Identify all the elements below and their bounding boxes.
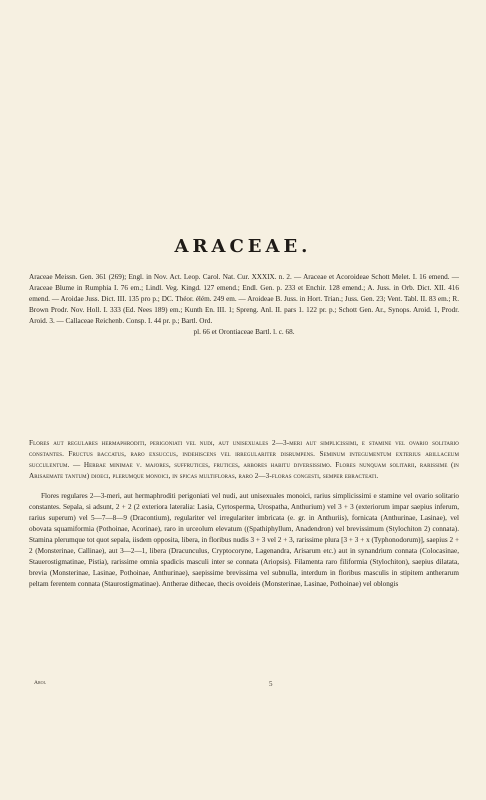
- references-last-line: pl. 66 et Orontiaceae Bartl. l. c. 68.: [193, 328, 295, 336]
- page-number: 5: [269, 680, 273, 688]
- references-text: Araceae Meissn. Gen. 361 (269); Engl. in Nov. Act. Leop. Carol. Nat. Cur. XXXIX. n. 2. — Araceae et Acoroideae Schott Melet. I. 16 emend. — Araceae Blume in Rumphia I. 76 em.; Lindl. Veg. Kingd. 127 emend.; Endl. Gen. p. 233 et Enchir. 128 emend.; A. Juss. in Orb. Dict. XII. 416 emend. — Aroidae Juss. Dict. III. 135 pro p.; DC. Théor. élém. 249 em. — Aroideae B. Juss. in Hort. Trian.; Juss. Gen. 23; Vent. Tabl. II. 83 em.; R. Brown Prodr. Nov. Holl. I. 333 (Ed. Nees 189) em.; Kunth En. III. 1; Spreng. Anl. II. pars 1. 122 pr. p.; Schott Gen. Ar., Synops. Aroid. 1, Prodr. Aroid. 3. — Callaceae Reichenb. Consp. I. 44 pr. p.; Bartl. Ord.: [29, 273, 459, 325]
- page-title: ARACEAE.: [174, 236, 312, 257]
- references-paragraph: [29, 272, 459, 338]
- footer-signature: Aroi.: [34, 680, 47, 686]
- diagnosis-text: Flores aut regulares hermaphroditi, perigoniati vel nudi, aut unisexuales 2—3-meri aut simplicissimi, e stamine vel ovario solitario constantes. Fructus baccatus, raro exsuccus, indehiscens vel irregulariter disrumpens. Seminum integumentum exterius abillaceum succulentum. — Herbae minimae v. majores, suffrutices, frutices, arbores habitu diversissimo. Flores nunquam solitarii, rarissime (in Arisaemate tantum) dioeci, plerumque monoici, in spicas multifloras, raro 2—3-floras congesti, semper ebracteati.: [29, 439, 459, 480]
- description-paragraph: [29, 491, 459, 590]
- description-text: Flores regulares 2—3-meri, aut hermaphroditi perigoniati vel nudi, aut unisexuales monoici, rarius simplicissimi e stamine vel ovario solitario constantes. Sepala, si adsunt, 2 + 2 (2 exteriora lateralia: Lasia, Cyrtosperma, Urospatha, Anthurium) vel 3 + 3 (exteriorum impar saepius inferum, rarius superum) vel 5—7—8—9 (Dracontium), regulariter vel irregulariter imbricata (e. gr. in Anthuriis), fornicata (Anthurinae, Lasinae), vel obovata squamiformia (Pothoinae, Acorinae), raro in urceolum elevatum ((Spathiphyllum, Anadendron) vel brevissimum (Stylochiton 2) connata). Stamina plerumque tot quot sepala, iisdem opposita, libera, in floribus nudis 3 + 3 vel 2 + 3, rarissime plura [3 + 3 + x (Typhonodorum)], saepius 2 + 2 (Monsterinae, Callinae), aut 3—2—1, libera (Dracunculus, Cryptocoryne, Lagenandra, Arisarum etc.) aut in synandrium connata (Colocasinae, Stauerostigmatinae, Pistia), rarissime omnia spadicis masculi inter se connata (Ariopsis). Filamenta raro filiformia (Stylochiton), saepius dilatata, brevia (Monsterinae, Lasinae, Pothoinae, Anthurinae), saepissime brevissima vel subnulla, interdum in floribus masculis in stipitem antherarum peltam ferentem connata (Staurostigmatinae). Antherae dithecae, thecis ovoideis (Monsterinae, Lasinae, Pothoinae) vel oblongis: [29, 492, 459, 588]
- diagnosis-paragraph: [29, 438, 459, 482]
